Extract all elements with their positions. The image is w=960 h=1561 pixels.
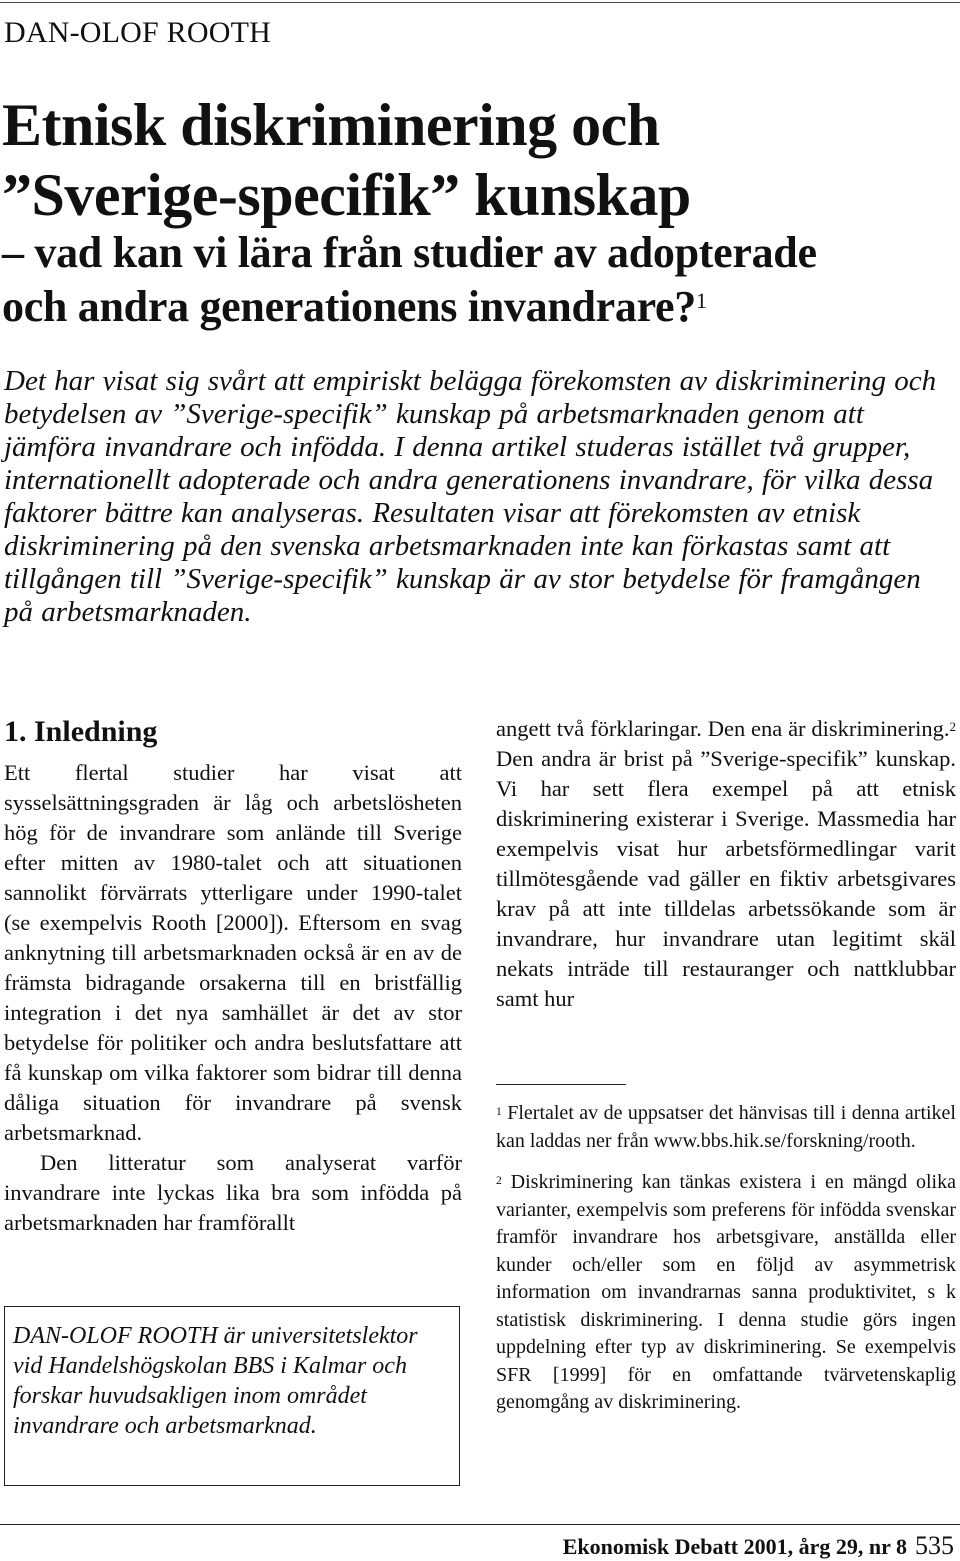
body-paragraph-3-start: angett två förklaringar. Den ena är diskriminering. (496, 716, 950, 741)
footnote-2-text: Diskriminering kan tänkas existera i en mängd olika varianter, exempelvis som preferens för infödda svenskar framför invandrare hos arbetsgivare, anställda eller kunder och/eller som en följd av asymmetrisk information om invandrarnas sanna produktivitet, s k statistisk diskriminering. I denna studie görs ingen uppdelning efter typ av diskriminering. Se exempelvis SFR [1999] för en omfattande tvärvetenskaplig genomgång av diskriminering. (496, 1171, 956, 1413)
footnote-1-text: Flertalet av de uppsatser det hänvisas till i denna artikel kan laddas ner från www.bbs.hik.se/forskning/rooth. (496, 1102, 956, 1152)
footnote-1-mark: 1 (496, 1105, 502, 1118)
right-column (496, 714, 956, 1014)
footnote-1 (496, 1100, 956, 1155)
section-heading: 1. Inledning (4, 715, 158, 748)
footnote-ref-2[interactable]: 2 (949, 719, 956, 734)
footnote-2 (496, 1169, 956, 1417)
subtitle-line-1: – vad kan vi lära från studier av adopterade (2, 228, 817, 277)
article-title (2, 90, 691, 230)
author-bio: DAN-OLOF ROOTH är universitetslektor vid Handelshögskolan BBS i Kalmar och forskar huvudsakligen inom området invandrare och arbetsmarknad. (13, 1323, 418, 1439)
title-line-1: Etnisk diskriminering och (2, 92, 660, 158)
body-paragraph-3 (496, 714, 956, 1014)
body-paragraph-3-end: Den andra är brist på ”Sverige-specifik” kunskap. Vi har sett flera exempel på att etnisk diskriminering existerar i Sverige. Massmedia har exempelvis visat hur arbetsförmedlingar varit tillmötesgående vad gäller en fiktiv arbetsgivares krav på att inte tilldelas arbetssökande som är invandrare, hur invandrare utan legitimt skäl nekats inträde till restauranger och nattklubbar samt hur (496, 746, 956, 1011)
page-footer (563, 1532, 954, 1561)
journal-citation: Ekonomisk Debatt 2001, årg 29, nr 8 (562, 1534, 907, 1559)
subtitle-line-2 (2, 280, 817, 334)
body-paragraph-2: Den litteratur som analyserat varför invandrare inte lyckas lika bra som infödda på arbetsmarknaden har framförallt (4, 1150, 462, 1235)
author-bio-box (4, 1306, 460, 1486)
bottom-rule (0, 1524, 960, 1525)
footnote-rule (496, 1084, 626, 1085)
abstract: Det har visat sig svårt att empiriskt belägga förekomsten av diskriminering och betydelsen av ”Sverige-specifik” kunskap på arbetsmarknaden genom att jämföra invandrare och infödda. I denna artikel studeras istället två grupper, internationellt adopterade och andra generationens invandrare, för vilka dessa faktorer bättre kan analyseras. Resultaten visar att förekomsten av etnisk diskriminering på den svenska arbetsmarknaden inte kan förkastas samt att tillgången till ”Sverige-specifik” kunskap är av stor betydelse för framgången på arbetsmarknaden. (4, 365, 937, 628)
left-column (4, 712, 462, 1238)
footnotes (496, 1100, 956, 1431)
top-rule (0, 2, 960, 3)
author-name: DAN-OLOF ROOTH (4, 16, 271, 49)
subtitle-line-2-text: och andra generationens invandrare? (2, 282, 696, 331)
page-number: 535 (915, 1531, 954, 1560)
body-paragraph-1: Ett flertal studier har visat att sysselsättningsgraden är låg och arbetslösheten hög för de invandrare som anlände till Sverige efter mitten av 1980-talet och att situationen sannolikt förvärrats ytterligare under 1990-talet (se exempelvis Rooth [2000]). Eftersom en svag anknytning till arbetsmarknaden också är en av de främsta bidragande orsakerna till en bristfällig integration i det nya samhället är det av stor betydelse för politiker och andra beslutsfattare att få kunskap om vilka faktorer som bidrar till denna dåliga situation för invandrare på svensk arbetsmarknad. (4, 760, 462, 1145)
article-subtitle (2, 226, 817, 334)
title-line-2: ”Sverige-specifik” kunskap (2, 162, 691, 228)
footnote-ref-1[interactable]: 1 (695, 288, 707, 313)
footnote-2-mark: 2 (496, 1174, 502, 1187)
